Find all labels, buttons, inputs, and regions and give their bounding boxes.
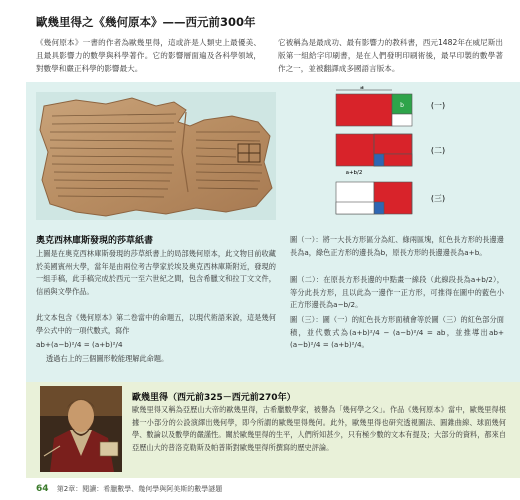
figure-two xyxy=(336,134,412,176)
proposition-formula: ab+(a−b)²/4 = (a+b)²/4 xyxy=(36,340,123,349)
proposition-note: 透過右上的三個圖形較能理解此命題。 xyxy=(46,354,169,363)
chapter-title: 第2章：閱讀：希臘數學、幾何學與阿美斯的數學謎題 xyxy=(56,485,223,493)
papyrus-caption-title: 奧克西林庫斯發現的莎草紙書 xyxy=(36,236,154,246)
papyrus-image xyxy=(36,92,276,220)
label-three: (三) xyxy=(430,194,446,203)
red-rectangle xyxy=(336,94,392,126)
red-rect-left xyxy=(336,134,374,166)
letter-a: a xyxy=(360,86,364,91)
euclid-portrait xyxy=(40,386,122,472)
proposition-text: 此文本包含《幾何原本》第二卷當中的命題五，以現代術語來說，這是幾何學公式中的一項代數式，寫作 xyxy=(36,313,276,335)
blue-square-3 xyxy=(374,202,384,214)
letter-b: b xyxy=(400,102,404,109)
biography-text: 歐幾里得又稱為亞歷山大帝的歐幾里得，古希臘數學家，被譽為「幾何學之父」。作品《幾何原本》當中，歐幾里得根據一小部分的公設演繹出幾何學，即今所謂的歐幾里得幾何。此外，歐幾里得也研究透視圖法、圓錐曲線、球面幾何學、數論以及數學的嚴謹性。關於歐幾里得的生平，人們所知甚少，只有極少數的文本有提及；大部分的資料，都來自亞歷山大的普洛克勒斯及帕普斯對歐幾里得所撰寫的歷史評論。 xyxy=(132,405,506,452)
figure-one xyxy=(336,86,412,126)
intro-right-paragraph: 它被稱為是最成功、最有影響力的教科書，西元1482年在威尼斯出版第一組給字印刷書，是在人們發明印刷術後，最早印製的數學著作之一，並被翻譯成多國語言版本。 xyxy=(278,38,503,73)
page-footer xyxy=(36,484,506,494)
papyrus-caption-text: 上圖是在奧克西林庫斯發現的莎草紙書上的局部幾何原本，此文物目前收藏於美國賓州大學，當年是由兩位考古學家於埃及奧克西林庫斯附近，發現的一組手稿，此手稿完成於西元一至六世紀之間，包含希臘文和拉丁文文件，信函與文學作品。 xyxy=(36,249,276,296)
biography-title: 歐幾里得（西元前325－西元前270年） xyxy=(132,393,296,403)
red-strip xyxy=(384,154,412,166)
figure-text-2: 圖（二）：在原長方形長邊的中點畫一線段（此線段長為a+b/2），等分此長方形，且以此為一邊作一正方形，可推得在圖中的藍色小正方形邊長為a−b/2。 xyxy=(290,275,504,309)
figure-text-3: 圖（三）：圖（一）的紅色長方形面積會等於圖（三）的紅色部分面積，並代數式為(a+b)²/4 − (a−b)²/4 = ab，並推導出ab+(a−b)²/4 = (a+b)²/4。 xyxy=(290,315,504,349)
label-one: (一) xyxy=(430,101,446,110)
geometry-figure xyxy=(334,86,452,230)
frac-label: a+b/2 xyxy=(345,170,363,176)
figure-text-1: 圖（一）：將一大長方形區分為紅、綠兩區塊，紅色長方形的長邊邊長為a，綠色正方形的邊長為b，原長方形的長邊邊長為a+b。 xyxy=(290,235,504,257)
label-two: (二) xyxy=(430,146,446,155)
white-block xyxy=(392,114,412,126)
blue-square xyxy=(374,154,384,166)
white-bottom xyxy=(336,202,374,214)
intro-left-paragraph: 《幾何原本》一書的作者為歐幾里得，這或許是人類史上最優美、且最具影響力的數學與科學著作。它的影響層面遍及各科學領域，對數學和嚴正科學的影響最大。 xyxy=(36,38,261,73)
page-number: 64 xyxy=(36,484,49,494)
section-title: 歐幾里得之《幾何原本》——西元前300年 xyxy=(36,15,256,29)
figure-three xyxy=(336,182,412,214)
